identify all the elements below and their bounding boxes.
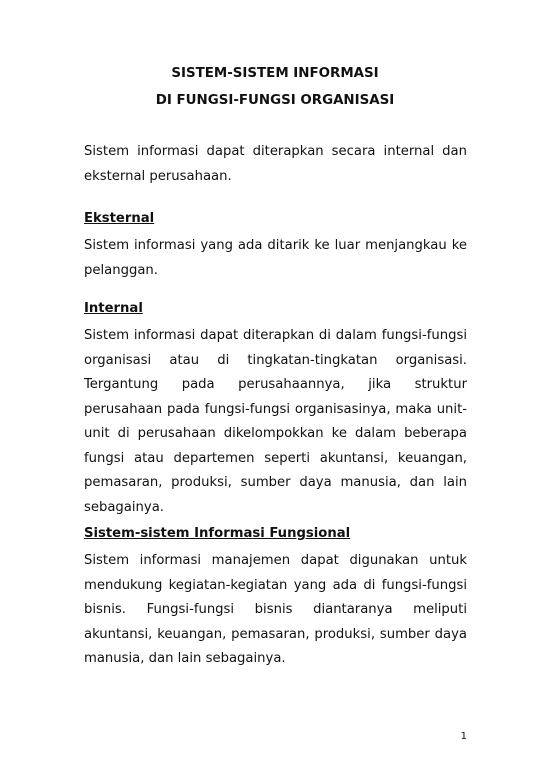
section-text-internal: Sistem informasi dapat diterapkan di dalam fungsi-fungsi organisasi atau di tingkatan-tingkatan organisasi. Tergantung pada perusahaannya, jika struktur perusahaan pada fungsi-fungsi organisasinya, maka unit-unit di perusahaan dikelompokkan ke dalam beberapa fungsi atau departemen seperti akuntansi, keuangan, pemasaran, produksi, sumber daya manusia, dan lain sebagainya.	[84, 328, 467, 515]
intro-paragraph: Sistem informasi dapat diterapkan secara internal dan eksternal perusahaan.	[84, 144, 467, 184]
page-number: 1	[460, 731, 467, 742]
intro-block	[84, 140, 467, 189]
section-text-fungsional: Sistem informasi manajemen dapat digunakan untuk mendukung kegiatan-kegiatan yang ada di fungsi-fungsi bisnis. Fungsi-fungsi bisnis diantaranya meliputi akuntansi, keuangan, pemasaran, produksi, sumber daya manusia, dan lain sebagainya.	[84, 553, 467, 666]
section-fungsional	[84, 525, 467, 672]
section-heading-internal: Internal	[84, 301, 143, 316]
section-text-eksternal: Sistem informasi yang ada ditarik ke luar menjangkau ke pelanggan.	[84, 238, 467, 278]
document-title-line-1: SISTEM-SISTEM INFORMASI	[171, 66, 379, 81]
section-internal	[84, 300, 467, 520]
section-eksternal	[84, 210, 467, 283]
document-title-line-2: DI FUNGSI-FUNGSI ORGANISASI	[155, 93, 395, 108]
section-heading-fungsional: Sistem-sistem Informasi Fungsional	[84, 526, 351, 541]
section-heading-eksternal: Eksternal	[84, 211, 155, 226]
